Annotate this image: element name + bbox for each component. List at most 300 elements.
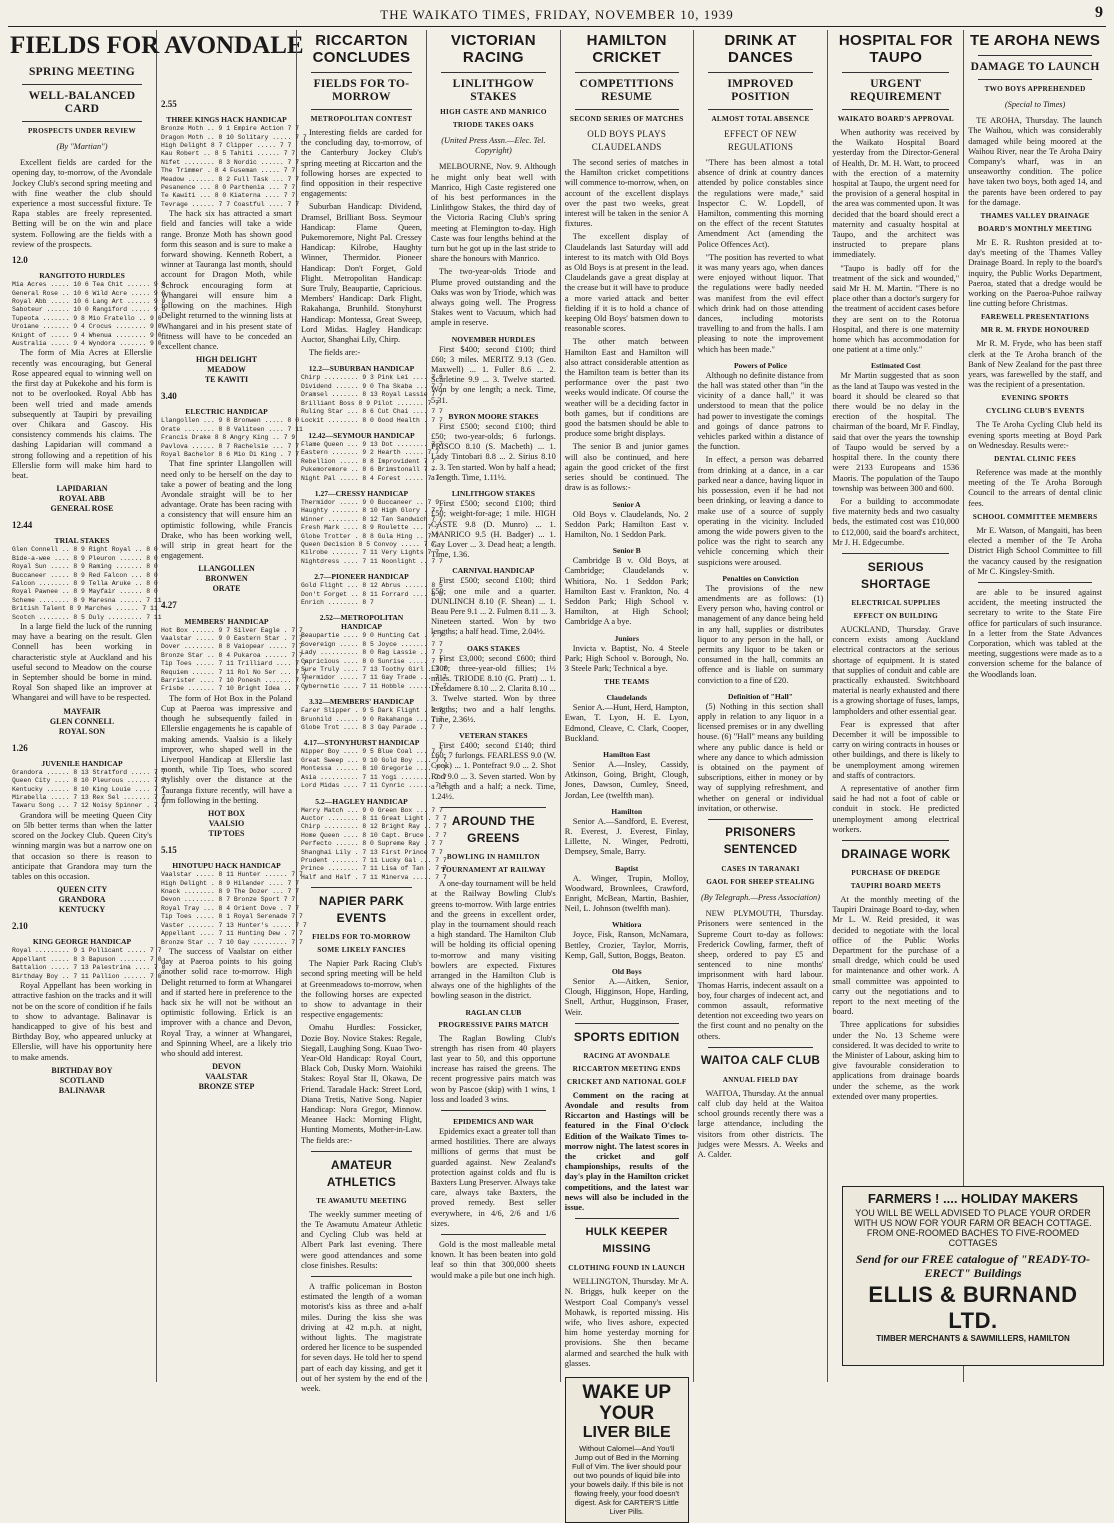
selection: TE KAWITI	[204, 375, 249, 385]
divider	[575, 109, 679, 110]
race-field-table	[161, 626, 307, 694]
subhead: CASES IN TARANAKI	[721, 864, 800, 873]
table-row: Eastern ....... 9 2 Hearth ..... 7 7	[301, 449, 440, 457]
table-row: Dover ........ 8 8 Vaiopear ..... 7 7	[161, 643, 303, 651]
subhead: HIGH CASTE AND MANRICO	[440, 108, 547, 116]
table-row: Llangollen ... 9 8 Bronwen ..... 8 0	[161, 417, 300, 425]
selection: MEADOW	[207, 365, 246, 375]
table-row: Home Queen .... 8 10 Capt. Bruce . 7 7	[301, 831, 447, 839]
subhead-prospects: PROSPECTS UNDER REVIEW	[27, 127, 137, 135]
table-row: Grandora ...... 8 13 Stratford ..... 7 7	[12, 768, 166, 776]
table-row: Lockit ........ 8 0 Good Health . 7 7	[301, 416, 443, 424]
selection: BRONWEN	[205, 574, 248, 584]
table-row: Shanghai Lily . 7 13 First Prince 7 7	[301, 848, 443, 856]
section-heading: DENTAL CLINIC FEES	[994, 455, 1077, 464]
divider	[441, 72, 546, 73]
article-paragraph: A traffic policeman in Boston estimated the length of a woman motorist's kiss as three and a-half miles. During the kiss she was driving at 42 m.p.h. at night, without lights. The magistrate ordered her licence to be suspended for seven days. He told her to spend part of each day kissing, and get it out of her system by the end of the week.	[301, 1282, 422, 1394]
selection: BALINAVAR	[58, 1085, 106, 1095]
race-title: 1.27—CRESSY HANDICAP	[314, 488, 409, 498]
selection: QUEEN CITY	[56, 885, 108, 895]
selections	[161, 564, 292, 594]
table-row: Appellant ..... 8 3 Bapuson ....... 7 0	[12, 955, 162, 963]
table-row: Nipper Boy .... 9 5 Blue Coal ... 7 7	[301, 748, 443, 756]
table-row: Lord Midas .... 7 11 Cynric ...... 7 7	[301, 782, 447, 790]
race-title: HINOTUPU HACK HANDICAP	[172, 861, 281, 871]
article-paragraph: The form of Hot Box in the Poland Cup at Paeroa was impressive and though he subsequently failed in Ellerslie engagements he is capable of making amends. Vaalsio is a likely improver, who shaped well in the Liverpool Handicap at Ellerslie last month, while Tip Toes, who scored stylishly over the distance at the Tauranga fixture recently, will have a firm following in the betting.	[161, 693, 292, 805]
table-row: Vaster ....... 7 13 Hunter's ..... 7 7	[161, 921, 307, 929]
article-paragraph: The Raglan Bowling Club's strength has risen from 40 players last year to 50, and this opportune increase has raised the greens. The recent progressive pairs match was won by Pascoe (skip) with 1 wins, 1 loss and loaded 3 wins.	[431, 1033, 556, 1104]
race-field-table	[301, 707, 443, 732]
subhead: BOWLING IN HAMILTON	[446, 853, 540, 862]
article-paragraph: Mr Martin suggested that as soon as the land at Taupo was vested in the board it should be cleared so that there would be no delay in the erection of the hospital. The chairman of the board, Mr F. Findlay, said that over the years the township of Taupo would be served by a hospital there. In the county there were 2133 Europeans and 1536 Maoris. The population of the Taupo township was between 300 and 600.	[832, 371, 960, 493]
race-title: 2.7—PIONEER HANDICAP	[314, 572, 409, 582]
headline-greens: AROUND THE GREENS	[451, 814, 535, 846]
column-drink-at-dances	[694, 30, 829, 1382]
divider	[575, 72, 679, 73]
headline-prisoners: PRISONERS SENTENCED	[723, 826, 798, 856]
race-title: 12.42—SEYMOUR HANDICAP	[308, 430, 415, 440]
divider	[842, 553, 949, 554]
subhead: FIELDS FOR TO-MORROW	[313, 78, 410, 103]
race-title: ELECTRIC HANDICAP	[185, 407, 268, 417]
article-paragraph: The second series of matches in the Hamilton cricket competitions will commence to-morrow, when, on account of the excellent displays over the past two weeks, great interest will be taken in the senior A fixtures.	[564, 158, 689, 229]
selection: VAALSTAR	[205, 1072, 248, 1082]
subhead: ANNUAL FIELD DAY	[722, 1075, 799, 1084]
race-title: OAKS STAKES	[466, 643, 520, 653]
table-row: British Talent 8 9 Marches ...... 7 11	[12, 605, 158, 613]
race-field-table	[301, 582, 443, 607]
race-result: First $400; second £100; third £60; 3 miles. MERITZ 9.13 (Geo. Maxwell) ... 1. Fuller 8.6 ... 2. Scarletine 9.9 ... 3. Twelve started. Won by one length; a neck. Time, 5.31.	[431, 344, 556, 405]
dateline: (United Press Assn.—Elec. Tel. Copyright)	[441, 136, 546, 156]
divider	[978, 582, 1092, 583]
article-paragraph: Omahu Hurdles: Fossicker, Dozie Boy. Novice Stakes: Regale, Siegall, Laughing Song. Kuao Two-Year-Old Handicap: Royal Court, Black Cob, Dusky Morn. Waiohiki Stakes: Royal Star II, Okawa, De Friend. Taradale Hack: Street Lord, Diana Tretis, Native Song. Napier Handicap: Nora Gregor, Minnow. Meanee Hack: Morning Flight, Hunting Moments, Mother-in-Law. The fields are:-	[301, 1023, 422, 1145]
table-row: Knack ........ 8 9 The Dozer ... 7 7	[161, 888, 300, 896]
table-row: The Trimmer . 8 4 Fuseman ..... 7 7	[161, 167, 296, 175]
subhead: TWO BOYS APPREHENDED	[984, 85, 1086, 93]
table-row: Meadow ....... 8 2 Full Task ... 7 7	[161, 175, 300, 183]
table-row: Don't Forget .. 8 11 Forrard .... 8 0	[301, 590, 443, 598]
article-paragraph: Suburban Handicap: Dividend, Dramsel, Brilliant Boss. Seymour Handicap: Flame Queen, Pukemoremore, Night Pal. Cressey Handicap: Kilrobe, Haughty Winner, Thermidor. Pioneer Handicap: Don't Forget, Gold Flight. Metropolitan Handicap: Sure Truly, Beaupartie, Capricious. Members' Handicap: Dark Flight, Rakahanga, Brunhild. Stonyhurst Handicap: Montessa, Great Sweep, Lord Midas. Hagley Handicap: Auctor, Shanghai Lily, Chirp.	[301, 202, 422, 345]
table-row: Nifet ........ 8 3 Nordic ...... 7 7	[161, 158, 300, 166]
table-row: Tip Toes ..... 8 1 Royal Serenade 7 7	[161, 913, 303, 921]
table-row: Tip Toes ..... 7 11 Trilliard .... 7 7	[161, 660, 307, 668]
race-time: 5.15	[161, 845, 177, 856]
article-paragraph: "The position has reverted to what it was many years ago, when dances were enjoyed without liquor. That the regulations were badly needed was manifest from the evil effect which drink had on those attending dances, including motorists travelling to and from the halls. I am pleasing to note the improvement which has been made."	[697, 252, 824, 354]
table-row: Bronze Star .. 8 4 Pukaroa ...... 7 7	[161, 651, 303, 659]
ad-catalogue-line: Send for our FREE catalogue of "READY-TO-ERECT" Buildings	[855, 1252, 1091, 1280]
subhead: EFFECT OF NEW REGULATIONS	[724, 129, 797, 152]
dateline: (By Telegraph.—Press Association)	[700, 892, 821, 902]
article-paragraph: Mr R. M. Fryde, who has been staff clerk at the Te Aroha branch of the Bank of New Zealand for the past three years, was farewelled by the staff, and was the recipient of a presentation.	[968, 339, 1102, 390]
table-row: Chirp ......... 9 3 Pink Lei .... 7 8	[301, 374, 443, 382]
article-paragraph: In effect, a person was debarred from drinking at a dance, in a car parked near a dance, having liquor in his possession, even if he had not been drinking, or leaving a dance to make use of a source of supply operating in the vicinity. Included among the wide powers given to the police was the right to search any vehicle concerning which their suspicions were aroused.	[697, 455, 824, 567]
race-title: 3.32—MEMBERS' HANDICAP	[308, 697, 415, 707]
table-row: Dragon Moth .. 8 10 Solitary ..... 7 7	[161, 133, 307, 141]
subhead: SOME LIKELY FANCIES	[317, 946, 406, 955]
table-row: Devon ........ 8 7 Bronze Sport 7 7	[161, 896, 296, 904]
race-time: 2.10	[12, 921, 28, 932]
table-row: Francis Drake 8 8 Angry King .. 7 9	[161, 434, 296, 442]
ad-company-name: ELLIS & BURNAND LTD.	[868, 1282, 1078, 1333]
article-paragraph: A one-day tournament will be held at the Railway Bowling Club's greens to-morrow. With large entries and the greens in excellent order, play in the tournament should reach a high standard. The Hamilton Club will be holding its official opening to-morrow and many visiting bowlers are expected. Fixtures arranged in the Hamilton Club is always one of the highlights of the bowling season in the district.	[431, 879, 556, 1001]
divider	[311, 72, 412, 73]
draw-heading: Senior A	[612, 499, 641, 509]
divider	[441, 807, 546, 808]
table-row: Vaalstar ..... 9 0 Eastern Star . 7 7	[161, 634, 303, 642]
table-row: Bronze Star .. 7 10 Gay ......... 7 7	[161, 938, 303, 946]
race-time: 3.40	[161, 391, 177, 402]
article-paragraph: The hack six has attracted a smart field and fancies will take a wide range. Bronze Moth has shown good form this season and is sure to make a forward showing. Kenneth Robert, a winner at Tauranga last month, should account for Dragon Moth, while Schrock encouraging form at Whangarei will ensure him a following on the machines. High Delight returned to the winning lists at Whangarei and in his present state of fitness will have to be conceded an excellent chance.	[161, 209, 292, 351]
column-victorian-racing	[427, 30, 561, 1382]
race-result: First £500; second £100; third £50; weight-for-age; 1 mile. HIGH CASTE 9.8 (D. Munro) ... 1. MANRICO 9.5 (H. Badger) ... 1. Gay Lover ... 3. Dead heat; a length. Time, 1.36.	[431, 499, 556, 560]
table-row: Bronze Moth .. 9 1 Empire Action 7 7	[161, 125, 300, 133]
article-paragraph: That fine sprinter Llangollen will need only to be herself on the day to take a power of beating and the long Avondale straight will be to her advantage. Orate has been racing with a consistency that will ensure him an optimistic following, while Francis Drake, who has been working well, will strip in great heart for the engagement.	[161, 459, 292, 561]
subhead: LINLITHGOW STAKES	[452, 78, 535, 103]
subhead: RICCARTON MEETING ENDS	[572, 1064, 681, 1073]
headline-serious-shortage: SERIOUS SHORTAGE	[861, 559, 931, 591]
article-paragraph: Mr E. R. Rushton presided at to-day's meeting of the Thames Valley Drainage Board. In reply to the board's inquiry, the Public Works Department, Paeroa, stated that a dredge would be working on the Paeroa-Puhoe railway line cutting before Christmas.	[968, 238, 1102, 309]
table-row: Birthday Boy .. 7 11 Pallion ...... 7 0	[12, 972, 162, 980]
article-paragraph: The provisions of the new amendments are as follows: (1) Every person who, having control or management of any dance being held in any hall, supplies or distributes liquor to any person in the hall, or permits any liquor to be taken or consumed in the hall, commits an offence and is liable on summary conviction to a fine of £20.	[697, 583, 824, 685]
subhead: TRIODE TAKES OAKS	[452, 121, 534, 129]
table-row: Globe Trot .... 8 3 Gay Parade .. 7 7	[301, 724, 443, 732]
table-row: Royal ......... 9 1 Pollicant ..... 7 7	[12, 947, 162, 955]
subhead-card: WELL-BALANCED CARD	[28, 90, 136, 115]
ad-company-subtitle: TIMBER MERCHANTS & SAWMILLERS, HAMILTON	[876, 1334, 1070, 1343]
team-heading: Hamilton	[611, 806, 643, 816]
table-row: Te Kawiti ... 8 0 Kiaterna .... 7 7	[161, 192, 296, 200]
race-time: 12.44	[12, 520, 33, 531]
table-row: Enrich ........ 8 7	[301, 599, 374, 606]
selections	[12, 707, 152, 737]
column-riccarton	[297, 30, 447, 1394]
advertisement-ellis-burnand	[842, 1186, 1104, 1366]
article-paragraph: MELBOURNE, Nov. 9. Although he might only beat well with Manrico, High Caste registered one of his best performances in the Linlithgow Stakes, the third day of the Victoria Racing Club's spring meeting at Flemington to-day. High Caste was four lengths behind at the turn but he got up in the last stride to share the honours with Manrico.	[431, 162, 556, 264]
selection: MAYFAIR	[63, 706, 101, 716]
subhead: ALMOST TOTAL ABSENCE	[711, 115, 810, 123]
section-heading: Powers of Police	[733, 360, 788, 370]
table-row: Royal Abb ..... 10 6 Lang Art ...... 9 0	[12, 298, 166, 306]
subhead: ELECTRICAL SUPPLIES	[851, 598, 941, 607]
selection: TIP TOES	[208, 829, 245, 839]
table-row: Night Pal ..... 8 4 Forest ..... 7 7	[301, 474, 440, 482]
table-row: Beaupartie .... 9 0 Hunting Cat . 7 7	[301, 632, 443, 640]
race-title: VETERAN STAKES	[459, 730, 528, 740]
table-row: Ruling Star ... 8 6 Cut Chai .... 7 7	[301, 408, 443, 416]
article-paragraph: "There has been almost a total absence of drink at country dances attended by police constables since the regulations were made," said Inspector C. W. Lopdell, of Hamilton, commenting this morning on the effect of the recent Statutes Amendment Act (amending the Police Offences Act).	[697, 158, 824, 249]
table-row: Kau Robert .. 8 5 Tahiti ...... 7 7	[161, 150, 296, 158]
team-heading: Claudelands	[606, 693, 647, 703]
divider	[22, 84, 142, 85]
draw-text: Old Boys v. Claudelands, No. 2 Seddon Park; Hamilton East v. Hamilton, No. 1 Seddon Park.	[564, 509, 689, 539]
draw-text: Cambridge B v. Old Boys, at Cambridge; Claudelands v. Whitiora, No. 1 Seddon Park; Hamilton East v. Frankton, No. 4 Seddon Park; High School v. Hamilton, at High School; Cambridge A a bye.	[564, 556, 689, 627]
section-heading: CYCLING CLUB'S EVENTS	[985, 407, 1085, 416]
article-paragraph: NEW PLYMOUTH, Thursday. Prisoners were sentenced in the Supreme Court to-day as follows: Frederick Cowling, farmer, theft of sheep, ordered to pay £5 and sentenced to nine months' imprisonment with hard labour. Thomas Harris, indecent assault on a boy, four charges of indecent act, and common assault, reformative detention not exceeding two years on the first count and no penalty on the others.	[697, 909, 824, 1041]
article-paragraph: Fear is expressed that after December it will be impossible to carry on wiring contracts in houses or other buildings, and there is likely to be unemployment among wiremen and staffs of contractors.	[832, 719, 960, 780]
page-number: 9	[1095, 4, 1104, 21]
selection: DEVON	[212, 1062, 241, 1072]
selection: ROYAL ABB	[59, 494, 105, 504]
section-heading: RAGLAN CLUB	[465, 1007, 522, 1017]
selection: SCOTLAND	[59, 1075, 105, 1085]
table-row: General Rose .. 10 6 Wild Acre ..... 9 0	[12, 289, 166, 297]
team-list: Senior A.—Hunt, Herd, Hampton, Ewan, T. Lyon, H. E. Lyon, Edmond, Cleave, C. Clark, Cooper, Buckland.	[564, 703, 689, 743]
race-title: LINLITHGOW STAKES	[451, 489, 535, 499]
subhead: OLD BOYS PLAYS CLAUDELANDS	[587, 129, 667, 152]
table-row: Royal Bachelor 8 6 Mio Di King . 7 7	[161, 450, 300, 458]
article-paragraph: "Taupo is badly off for the treatment of the sick and wounded," said Mr H. M. Martin. "There is no place other than a doctor's surgery for the treatment of accident cases before they are sent on to the Rotorua Hospital, and there is one maternity home which has accommodation for one patient at a time only."	[832, 263, 960, 355]
table-row: Mia Acres ..... 10 6 Tea Chit ...... 9 0	[12, 281, 166, 289]
table-row: Tupeota ....... 9 8 Mio Fratello .. 9 0	[12, 314, 162, 322]
divider	[708, 72, 814, 73]
selection: HOT BOX	[208, 809, 245, 819]
selection: VAALSIO	[208, 819, 245, 829]
article-paragraph: Gold is the most malleable metal known. It has been beaten into gold leaf so thin that 300,000 sheets would make a pile but one inch high.	[431, 1240, 556, 1280]
table-row: Requiem ...... 7 11 Rol No Ser ... 7 7	[161, 668, 307, 676]
subhead-spring-meeting: SPRING MEETING	[28, 66, 136, 78]
subhead: TE AWAMUTU MEETING	[316, 1196, 407, 1205]
article-paragraph: At the monthly meeting of the Taupiri Drainage Board to-day, when Mr L. W. Reid presided, it was decided to negotiate with the local office of the Public Works Department for the purchase of a small dredge, which could be used for maintenance and other work. A small committee was appointed to carry out the negotiations and to report to the next meeting of the board.	[832, 894, 960, 1017]
table-row: Sure Truly .... 7 13 Toothy Girl . 7 7	[301, 666, 447, 674]
table-row: Queen Decision 8 5 Convoy ..... 7 7	[301, 540, 436, 548]
subhead: RACING AT AVONDALE	[583, 1051, 671, 1060]
table-row: Tevrage ...... 7 7 Coastful .... 7 7	[161, 200, 300, 208]
race-result: First £500; second £100; third £50; two-year-olds; 6 furlongs. PRISCO 8.10 (S. Macbeth) ... 1. Lady Tintobari 8.8 ... 2. Sirius 8.10 ... 3. Ten started. Won by half a head; a length. Time, 1.11½.	[431, 421, 556, 482]
table-row: Dividend ...... 9 0 Tha Skaba ... 7 7	[301, 382, 443, 390]
subhead: TAUPIRI BOARD MEETS	[850, 881, 941, 890]
race-time: 1.26	[12, 742, 28, 753]
headline-calf-club: WAITOA CALF CLUB	[700, 1054, 821, 1067]
article-paragraph: Three applications for subsidies under the No. 13 Scheme were considered. It was decided to write to the Minister of Labour, asking him to give favourable consideration to applications from drainage boards under the scheme, as the work extended over many properties.	[832, 1020, 960, 1101]
article-paragraph: Reference was made at the monthly meeting of the Te Aroha Borough Council to the arrears of dental clinic fees.	[968, 468, 1102, 508]
race-result: First £3,000; second £600; third £300; three-year-old fillies; 1½ miles. TRIODE 8.10 (G. Pratt) ... 1. Dresdamere 8.10 ... 2. Clarita 8.10 ... 3. Twelve started. Won by three lengths; two and a half lengths. Time, 2.36½.	[431, 653, 556, 724]
article-paragraph: A representative of another firm said he had not a foot of cable or conduit in stock. He predicted unemployment among electrical workers.	[832, 783, 960, 834]
subhead: WAIKATO BOARD'S APPROVAL	[837, 115, 954, 123]
article-paragraph: Although no definite distance from the hall was stated other than "in the vicinity of a dance hall," it was understood to mean that the police had power to investigate the comings and goings of dance patrons to vehicles parked within a distance of the function.	[697, 370, 824, 452]
race-title: KING GEORGE HANDICAP	[32, 937, 132, 947]
dateline: (Special to Times)	[1004, 100, 1066, 109]
article-paragraph: The other match between Hamilton East and Hamilton will also attract considerable attention as the Hamilton team is better than its performance over the past two weeks would indicate. Of course the weather will be a deciding factor in both games, but if conditions are good the batsmen should be able to produce some bright displays.	[564, 337, 689, 439]
table-row: Frisbe ....... 7 10 Bright Idea .. 7 7	[161, 685, 307, 693]
section-heading: BOARD'S MONTHLY MEETING	[978, 225, 1093, 234]
race-title: 4.17—STONYHURST HANDICAP	[303, 738, 420, 748]
article-paragraph: Grandora will be meeting Queen City on 5lb better terms than when the latter scored on the Jockey Club. Queen City's winning margin was but a narrow one on that occasion so there is reason to anticipate that Grandora may turn the tables on this occasion.	[12, 810, 152, 882]
section-heading: Estimated Cost	[871, 361, 921, 371]
table-row: Perfecto ...... 8 0 Supreme Ray . 7 7	[301, 840, 443, 848]
table-row: Merry Match ... 9 0 Green Box ... 7 7	[301, 806, 443, 814]
article-paragraph: The form of Mia Acres at Ellerslie recently was encouraging, but General Rose appeared equal to winning well on the first day at Pukekohe and his form is not to be overlooked. Royal Abb has been well tried and made amends subsequently at Taupiri by prevailing over Chikara and Gascoy. His consistency commends his claims. The dashing Lapidarian will command a strong following and a repetition of his Ellerslie form will make him hard to beat.	[12, 348, 152, 480]
selection: GRANDORA	[58, 895, 106, 905]
race-field-table	[161, 417, 303, 459]
table-row: Barrister .... 7 10 Ponesh ....... 7 7	[161, 677, 307, 685]
table-row: Gold Flight ... 8 12 Abrus ...... 8 5	[301, 582, 443, 590]
race-field-table	[12, 281, 166, 348]
race-field-table	[301, 632, 447, 691]
selection: LLANGOLLEN	[198, 564, 255, 574]
article-paragraph: (5) Nothing in this section shall apply in relation to any liquor in a licensed premises or in any dwelling house. (6) "Hall" means any building where any public dance is held or where any dance to which admission is obtained on the payment of subscriptions, either in money or by way of supplying refreshment, and whether on general or individual invitation, or otherwise.	[697, 701, 824, 813]
headline-victorian-racing: VICTORIAN RACING	[450, 32, 536, 66]
table-row: Nightdress .... 7 11 Noonlight .. 7 7	[301, 557, 443, 565]
subhead: TOURNAMENT AT RAILWAY	[441, 866, 546, 875]
divider	[842, 72, 949, 73]
race-title: RANGITOTO HURDLES	[39, 271, 125, 281]
selection: ORATE	[212, 584, 241, 594]
team-list: Senior A.—Insley, Cassidy, Atkinson, Going, Bright, Clough, Jones, Dawson, Cumley, Sneed, Jordan, Lee (twelfth man).	[564, 759, 689, 800]
subhead: CRICKET AND NATIONAL GOLF	[566, 1077, 687, 1086]
team-list: Senior A.—Aitken, Senior, Clough, Higginson, Hope, Harding, Snell, Arthur, Hugginson, Fraser, Weir.	[564, 977, 689, 1017]
race-title: 2.52—METROPOLITAN HANDICAP	[319, 613, 404, 632]
subhead: URGENT REQUIREMENT	[850, 78, 942, 103]
race-title: THREE KINGS HACK HANDICAP	[166, 115, 287, 125]
headline-avondale: FIELDS FOR AVONDALE	[10, 32, 304, 59]
divider	[978, 79, 1092, 80]
race-time: 12.0	[12, 255, 28, 266]
column-te-aroha	[964, 30, 1106, 1382]
article-paragraph: For a building to accommodate five maternity beds and two casualty beds, the estimated cost was £10,000 to £12,000, said the board's architect, Mr J. H. Edgecumbe.	[832, 496, 960, 547]
table-row: Pesanence ... 8 0 Parthenia ... 7 7	[161, 184, 296, 192]
table-row: Pavlova ...... 8 7 Rachelsie ... 7 7	[161, 442, 300, 450]
ad-text: YOU WILL BE WELL ADVISED TO PLACE YOUR ORDER WITH US NOW FOR YOUR FARM OR BEACH COTTAGE. FROM ONE-ROOMED BACHES TO FIVE-ROOMED COTTAGES	[854, 1208, 1092, 1248]
selection: BIRTHDAY BOY	[51, 1065, 113, 1075]
table-row: Buccaneer ..... 8 9 Red Falcon ... 8 0	[12, 571, 158, 579]
team-list: Senior A.—Sandford, E. Everest, R. Everest, J. Everest, Finlay, Lillette, N. Winger, Pedrotti, Dempsey, Smale, Barry.	[564, 816, 689, 857]
table-row: Uroiane ....... 9 4 Crocus ........ 9 0	[12, 323, 162, 331]
article-paragraph: AUCKLAND, Thursday. Grave concern exists among Auckland electrical contractors at the serious shortage of equipment. It is stated that supplies of conduit and cable are practically exhausted. Switchboard material is nearly exhausted and there is a growing shortage of fuses, lamps, lampholders and other essential gear.	[832, 624, 960, 716]
divider	[311, 109, 412, 110]
table-row: Brilliant Boss 8 9 Pilot ....... 7 7	[301, 399, 440, 407]
table-row: Australia ..... 9 4 Wyndora ....... 9 0	[12, 340, 162, 348]
article-paragraph: The Te Aroha Cycling Club held its evening sports meeting at Boyd Park on Wednesday. Results were:-	[968, 420, 1102, 450]
table-row: Vaalstar ..... 8 11 Hunter ...... 7 7	[161, 871, 303, 879]
table-row: Lady .......... 8 0 Rag Lassie .. 7 7	[301, 649, 443, 657]
section-heading: THAMES VALLEY DRAINAGE	[980, 212, 1090, 221]
team-list: A. Winger, Trupin, Molloy, Woodward, Brownlees, Crawford, Enright, McBean, Martin, Bashier, Neil, L. Johnson (twelfth man).	[564, 873, 689, 914]
race-time: 4.27	[161, 600, 177, 611]
column-hamilton-cricket	[561, 30, 694, 1517]
table-row: Appellant .... 7 11 Hunting Dew . 7 7	[161, 930, 303, 938]
selection: LAPIDARIAN	[56, 484, 108, 494]
section-heading: THE TEAMS	[604, 678, 650, 687]
table-row: Kilrobe ....... 7 11 Very Lights 7 7	[301, 549, 440, 557]
selections	[12, 1066, 152, 1096]
selection: BRONZE STEP	[198, 1082, 255, 1092]
article-paragraph: Royal Appellant has been working in attractive fashion on the tracks and it will not be on the score of condition if he fails to show to advantage. Balinavar is handicapped to give of his best and Birthday Boy, who appeared unlucky at Ellerslie, will have his opportunity here to make amends.	[12, 981, 152, 1062]
article-paragraph: Interesting fields are carded for the concluding day, to-morrow, of the Canterbury Jockey Club's spring meeting at Riccarton and the following horses are expected to find opposition in their respective engagements:	[301, 128, 422, 199]
team-heading: Whitiora	[611, 920, 642, 930]
headline-drink-at-dances: DRINK AT DANCES	[724, 32, 797, 66]
table-row: Haughty ....... 8 10 High Glory . 7 7	[301, 507, 443, 515]
table-row: Kentucky ...... 8 10 King Louie .... 7 7	[12, 785, 166, 793]
divider	[441, 1110, 546, 1111]
team-list: Joyce, Fisk, Ranson, McNamara, Bettley, Crozier, Taylor, Morris, Kemp, Gall, Sutton, Boggs, Beaton.	[564, 930, 689, 960]
article-paragraph: In a large field the luck of the running may have a bearing on the result. Glen Connell has been working in characteristic style at Auckland and his useful second to Meadow on the course in September should be borne in mind. Royal Son shaped like an improver at Whangarei and will have to be respected.	[12, 621, 152, 703]
table-row: Royal Pawnee .. 8 9 Mayfair ...... 8 0	[12, 588, 158, 596]
subhead: DAMAGE TO LAUNCH	[970, 61, 1100, 73]
divider	[978, 55, 1092, 56]
team-heading: Old Boys	[611, 967, 642, 976]
section-heading: Definition of "Hall"	[728, 691, 793, 701]
headline-athletics: AMATEUR ATHLETICS	[326, 1157, 397, 1189]
ad-headline: LIVER BILE	[582, 1424, 671, 1442]
divider	[441, 1234, 546, 1235]
article-paragraph: The senior B and junior games will also be continued, and here again the good cricket of the first series should be continued. The draw is as follows:-	[564, 442, 689, 493]
race-result: First £500; second £100; third £50; one mile and a quarter. DUNLINCH 8.10 (F. Shean) ... 1. Beau Pere 9.1 ... 2. Fulmen 8.11 ... 3. Nineteen started. Won by two lengths; a half head. Time, 2.04½.	[431, 576, 556, 637]
subhead: CLOTHING FOUND IN LAUNCH	[568, 1264, 686, 1273]
divider	[708, 1047, 814, 1048]
subhead: GAOL FOR SHEEP STEALING	[706, 877, 815, 886]
advertisement-liver-bile	[565, 1377, 689, 1523]
article-paragraph: WAITOA, Thursday. At the annual calf club day held at the Waitoa school grounds recently there was a large attendance, including the visitors from other districts. The judges were Messrs. A. Weeks and A. Calder.	[697, 1088, 824, 1160]
selections	[161, 809, 292, 839]
article-paragraph: The two-year-olds Triode and Plume proved outstanding and the Oaks was won by Triode, which was always going well. The Progress Stakes went to Vacuum, which had ample in reserve.	[431, 267, 556, 328]
byline: (By "Martian")	[56, 142, 108, 151]
table-row: Prince ........ 7 11 Lisa of Tan . 7 7	[301, 865, 447, 873]
subhead: PURCHASE OF DREDGE	[851, 868, 941, 877]
race-title: 12.2—SUBURBAN HANDICAP	[308, 364, 415, 374]
table-row: Sovereign ..... 8 5 Joyce ....... 7 7	[301, 640, 443, 648]
table-row: Half and Half . 7 11 Minerva ..... 7 7	[301, 873, 447, 881]
table-row: High Delight 8 7 Clipper ..... 7 7	[161, 142, 292, 150]
table-row: Tawaru Song ... 7 12 Noisy Spinner . 7 7	[12, 802, 166, 810]
race-field-table	[301, 374, 443, 424]
table-row: Scotch ........ 8 5 Duly ......... 7 11	[12, 613, 162, 621]
table-row: High Delight . 8 9 Hilander .... 7 7	[161, 879, 300, 887]
table-row: Royal Sun ..... 8 9 Raming ....... 8 0	[12, 563, 158, 571]
table-row: Fresh Mark .... 8 9 Roulette ... 7 7	[301, 524, 440, 532]
table-row: Falcon ........ 8 9 Tella Aruke .. 8 0	[12, 579, 158, 587]
section-heading: MR R. M. FRYDE HONOURED	[980, 326, 1090, 335]
masthead	[8, 4, 1106, 27]
selection: GENERAL ROSE	[50, 504, 114, 514]
table-row: Mirabella ..... 7 13 Rex Sel ....... 7 7	[12, 794, 166, 802]
table-row: Battalion ..... 7 13 Palestrina .... 7 0	[12, 964, 166, 972]
table-row: Chirp ......... 8 12 Bright Ray .. 7 7	[301, 823, 447, 831]
table-row: Asia .......... 7 11 Yogi ........ 7 7	[301, 773, 447, 781]
table-row: Royal Tray ... 8 4 Orient Dove . 7 7	[161, 904, 300, 912]
section-heading: EPIDEMICS AND WAR	[453, 1117, 534, 1127]
table-row: Saboteur ...... 10 0 Rangiford ..... 9 0	[12, 306, 166, 314]
table-row: Orate ........ 8 8 Valiteen .... 7 11	[161, 425, 303, 433]
subhead: METROPOLITAN CONTEST	[310, 115, 413, 123]
section-heading: EVENING SPORTS	[1001, 394, 1069, 403]
subhead: SECOND SERIES OF MATCHES	[569, 115, 684, 123]
race-title: JUVENILE HANDICAP	[41, 758, 123, 768]
masthead-title: THE WAIKATO TIMES, FRIDAY, NOVEMBER 10, 1939	[380, 7, 734, 22]
race-title: CARNIVAL HANDICAP	[452, 566, 535, 576]
subhead: PROGRESSIVE PAIRS MATCH	[438, 1020, 549, 1029]
divider	[708, 819, 814, 820]
divider	[575, 1023, 679, 1024]
section-heading: Penalties on Conviction	[722, 573, 799, 583]
table-row: Farer Slipper . 9 5 Dark Flight . 7 7	[301, 707, 443, 715]
table-row: Globe Trotter . 8 8 Gula Hing .. 7 7	[301, 532, 440, 540]
table-row: Bide-a-wee .... 8 9 Pleuron ...... 8 0	[12, 554, 158, 562]
divider	[22, 121, 142, 122]
table-row: Flame Queen ... 9 13 Dot ........ 7 7	[301, 440, 443, 448]
draw-text: Invicta v. Baptist, No. 4 Steele Park; High School v. Borough, No. 3 Steele Park; Technical a bye.	[564, 643, 689, 673]
selection: KENTUCKY	[58, 905, 106, 915]
headline-sports-edition: SPORTS EDITION	[573, 1029, 680, 1044]
race-field-table	[301, 440, 443, 483]
selections	[12, 885, 152, 915]
table-row: Winner ........ 8 12 Tan Sandwich 7 7	[301, 515, 443, 523]
selections	[161, 1062, 292, 1092]
table-row: Cybernetic .... 7 11 Hobble ...... 7 7	[301, 682, 447, 690]
headline-napier: NAPIER PARK EVENTS	[318, 894, 405, 926]
table-row: Hot Box ...... 9 7 Silver Eagle . 7 7	[161, 626, 303, 634]
divider	[842, 109, 949, 110]
table-row: Knight of ..... 9 4 Whenua ........ 9 0	[12, 331, 162, 339]
